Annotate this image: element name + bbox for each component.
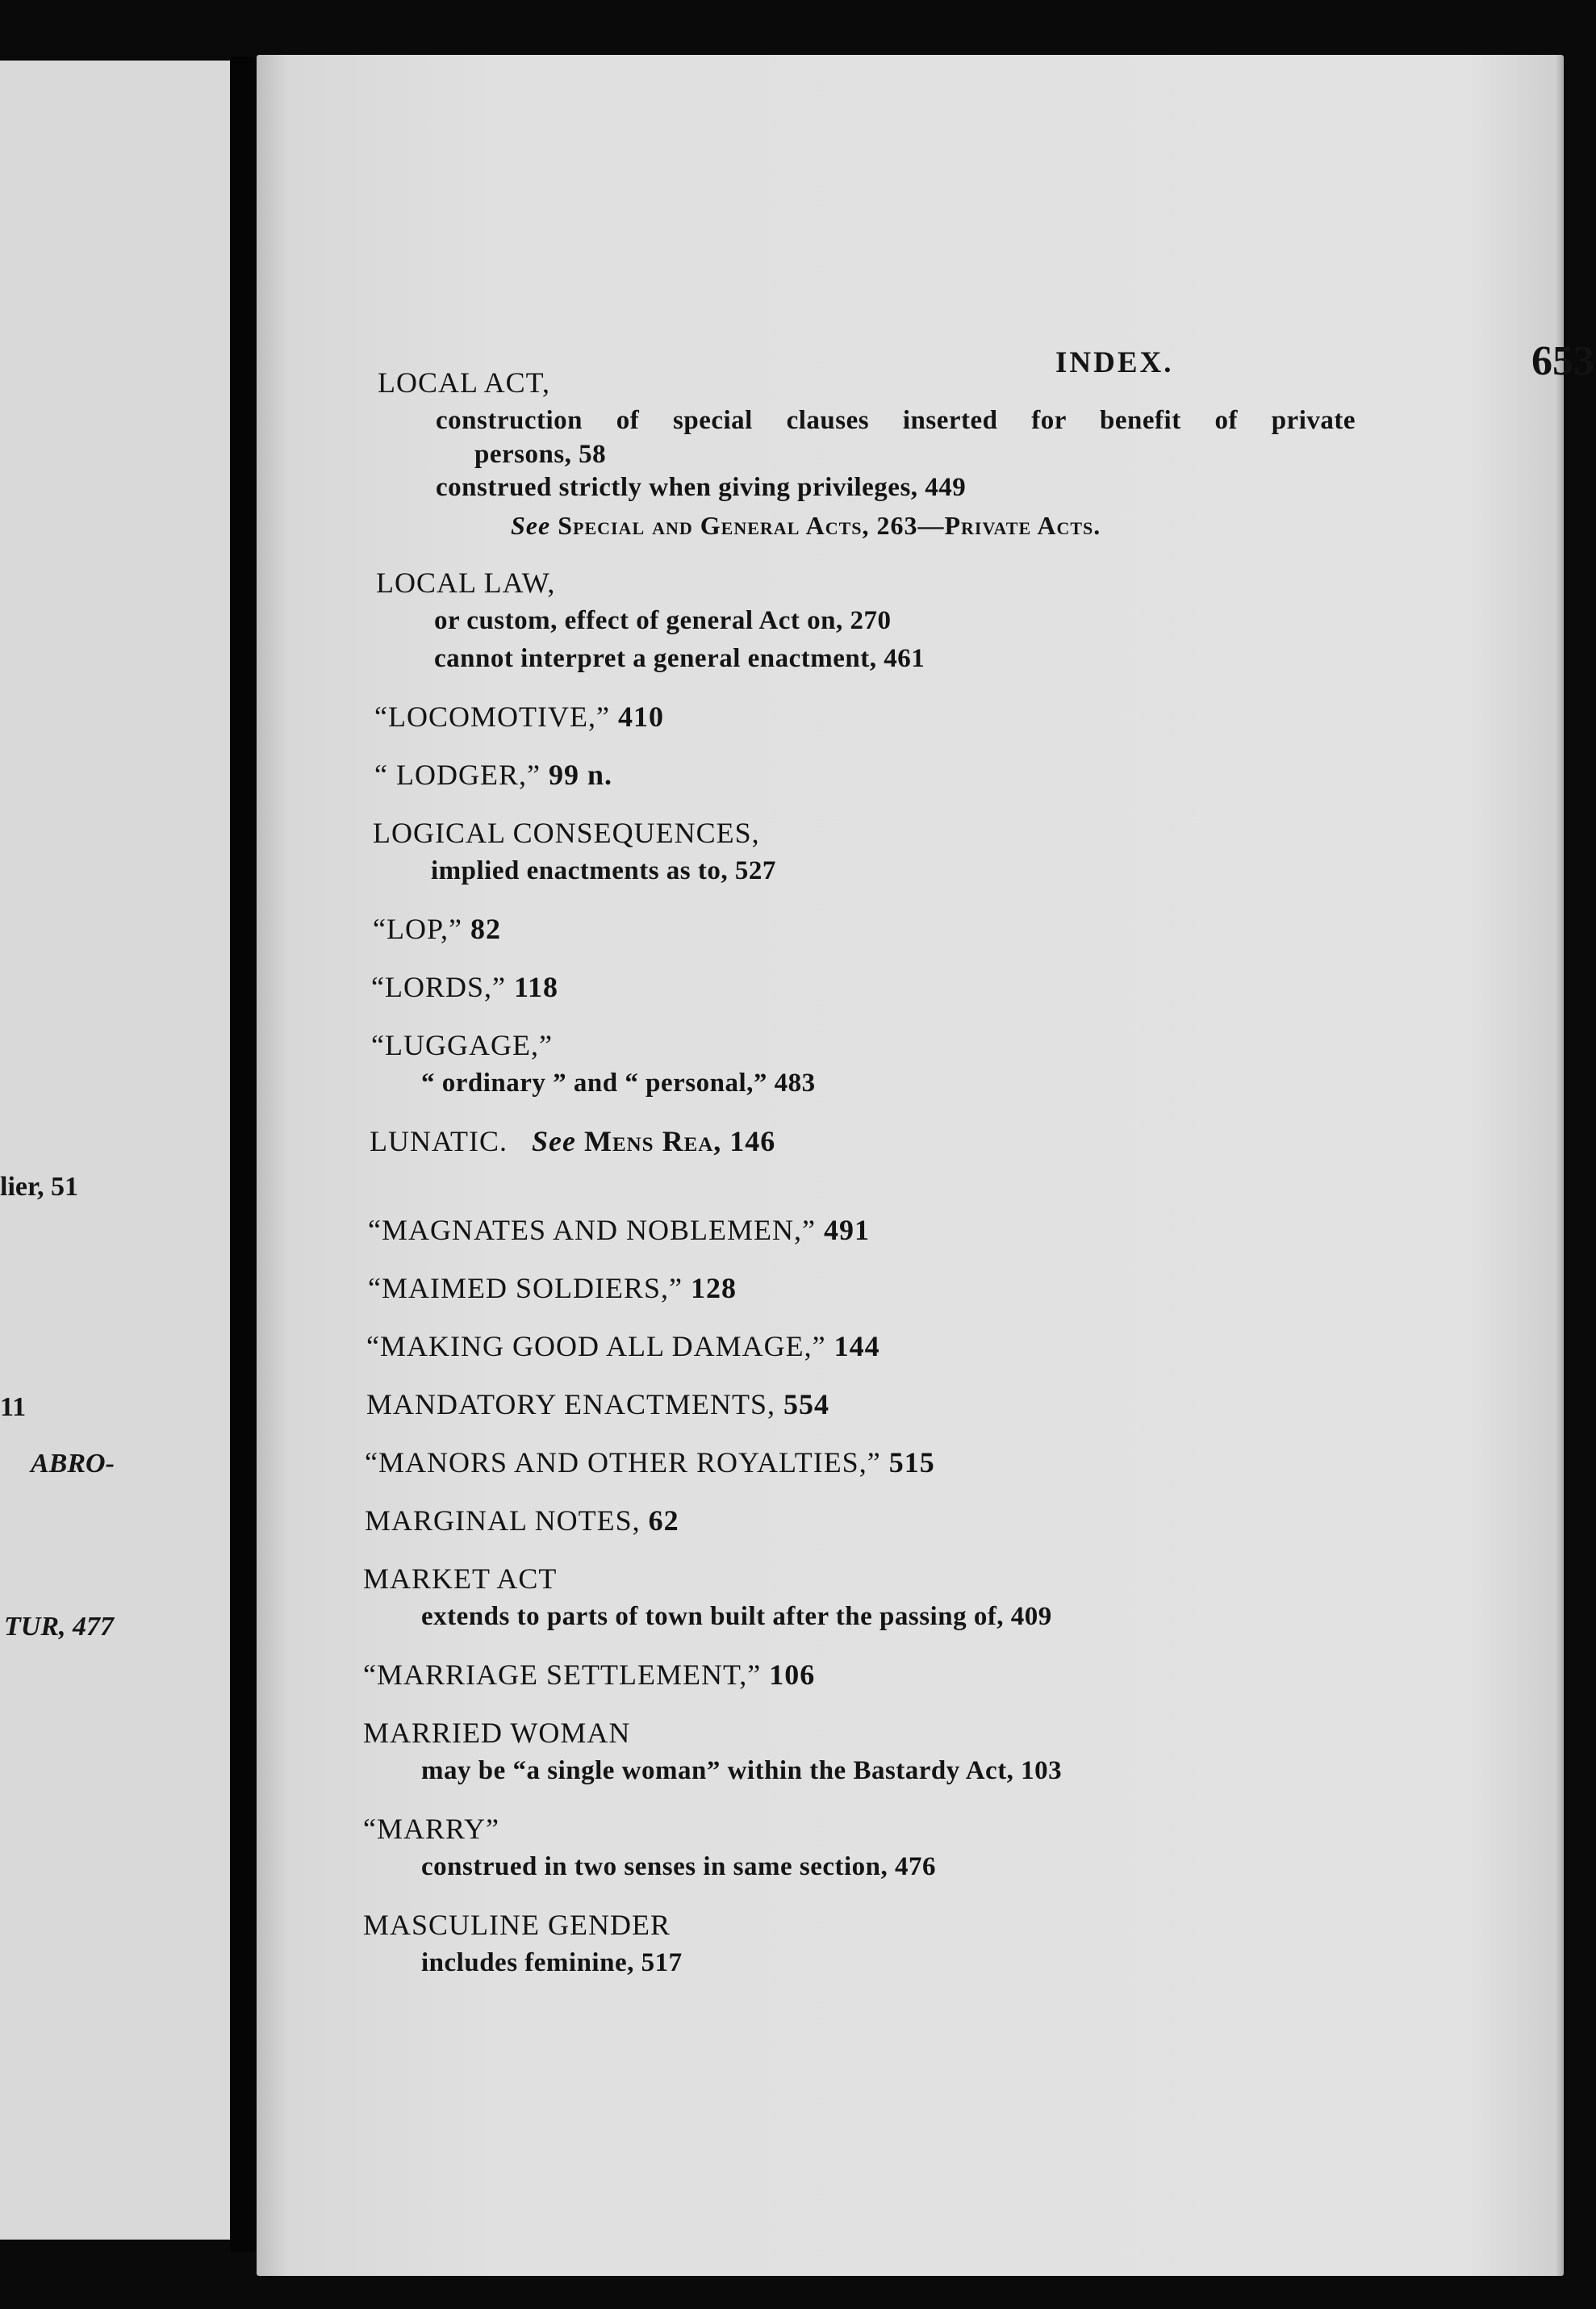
left-page-fragment: ABRO- bbox=[31, 1449, 115, 1479]
entry-subentry-continuation: persons, 58 bbox=[474, 440, 607, 469]
entry-heading: MASCULINE GENDER bbox=[363, 1909, 671, 1941]
entry-heading: “ LODGER,” 99 n. bbox=[374, 759, 612, 791]
entry-heading: “LORDS,” 118 bbox=[371, 971, 558, 1003]
page-reference: 82 bbox=[470, 913, 501, 945]
left-facing-page bbox=[0, 61, 230, 2240]
index-entry bbox=[368, 1269, 1356, 1307]
entry-heading: “MANORS AND OTHER ROYALTIES,” 515 bbox=[365, 1446, 935, 1479]
entry-heading: “LOCOMOTIVE,” 410 bbox=[374, 701, 664, 733]
entry-heading: LOGICAL CONSEQUENCES, bbox=[373, 817, 760, 849]
see-label: See bbox=[531, 1125, 576, 1157]
entry-heading: MARRIED WOMAN bbox=[363, 1717, 631, 1749]
see-label: See bbox=[511, 511, 551, 540]
index-entry bbox=[365, 1443, 1356, 1482]
index-entry bbox=[363, 1655, 1356, 1694]
cross-reference bbox=[378, 507, 1356, 544]
entry-heading: “MAIMED SOLDIERS,” 128 bbox=[368, 1272, 737, 1304]
entry-subentry: construction of special clauses inserted for benefit of private bbox=[436, 406, 1356, 435]
index-entry bbox=[366, 1327, 1356, 1366]
page-reference: 554 bbox=[783, 1388, 830, 1420]
left-page-fragment: lier, 51 bbox=[0, 1172, 78, 1202]
index-entry bbox=[374, 697, 1356, 736]
page-reference: 118 bbox=[513, 971, 558, 1003]
entry-subentry: extends to parts of town built after the passing of, 409 bbox=[421, 1602, 1052, 1631]
left-page-fragment: TUR, 477 bbox=[4, 1612, 114, 1642]
running-header-title: INDEX. bbox=[1055, 346, 1174, 379]
see-target: Mens Rea, 146 bbox=[583, 1125, 776, 1157]
page-reference: 99 n. bbox=[548, 759, 612, 791]
entry-heading: LUNATIC. See Mens Rea, 146 bbox=[370, 1125, 776, 1157]
entry-heading: “LUGGAGE,” bbox=[371, 1029, 553, 1061]
left-page-fragment: 11 bbox=[0, 1392, 27, 1422]
index-entry bbox=[363, 1713, 1356, 1790]
page-reference: 410 bbox=[617, 701, 664, 733]
see-target: Special and General Acts, 263—Private Acts. bbox=[558, 511, 1101, 540]
index-entry bbox=[376, 563, 1356, 678]
page-reference: 128 bbox=[690, 1272, 737, 1304]
index-entry bbox=[365, 1501, 1356, 1540]
entry-heading: MARGINAL NOTES, 62 bbox=[365, 1504, 679, 1537]
index-entry bbox=[373, 910, 1356, 948]
entry-subentry: construed strictly when giving privileges, 449 bbox=[436, 473, 967, 502]
index-entry bbox=[370, 1122, 1356, 1161]
index-entry bbox=[374, 755, 1356, 794]
entry-subentry: may be “a single woman” within the Bastardy Act, 103 bbox=[421, 1756, 1063, 1785]
entry-subentry: or custom, effect of general Act on, 270 bbox=[434, 606, 892, 635]
entry-subentry: “ ordinary ” and “ personal,” 483 bbox=[421, 1069, 816, 1098]
page-reference: 491 bbox=[823, 1214, 870, 1246]
entry-heading: “MARRIAGE SETTLEMENT,” 106 bbox=[363, 1659, 816, 1691]
index-entry bbox=[363, 1809, 1356, 1886]
entry-subentry: construed in two senses in same section, 476 bbox=[421, 1852, 936, 1881]
entry-heading: “MAGNATES AND NOBLEMEN,” 491 bbox=[368, 1214, 870, 1246]
index-entry bbox=[366, 1385, 1356, 1424]
entry-heading: LOCAL ACT, bbox=[378, 366, 550, 399]
entry-subentry: includes feminine, 517 bbox=[421, 1948, 683, 1977]
entry-subentry: implied enactments as to, 527 bbox=[431, 856, 776, 885]
page-reference: 106 bbox=[769, 1659, 816, 1691]
index-entry bbox=[371, 1026, 1356, 1102]
entry-heading: “MARRY” bbox=[363, 1813, 499, 1845]
index-entry bbox=[371, 968, 1356, 1006]
entry-subentry: cannot interpret a general enactment, 461 bbox=[434, 644, 925, 673]
entry-heading: “LOP,” 82 bbox=[373, 913, 501, 945]
index-entries bbox=[363, 363, 1356, 1982]
entry-heading: “MAKING GOOD ALL DAMAGE,” 144 bbox=[366, 1330, 880, 1362]
entry-heading: MARKET ACT bbox=[363, 1562, 558, 1595]
index-entry bbox=[373, 814, 1356, 890]
index-entry bbox=[363, 1905, 1356, 1982]
page-number: 653 bbox=[1531, 338, 1594, 384]
page-reference: 144 bbox=[834, 1330, 880, 1362]
page-reference: 515 bbox=[888, 1446, 935, 1479]
index-entry bbox=[363, 1559, 1356, 1636]
entry-heading: MANDATORY ENACTMENTS, 554 bbox=[366, 1388, 830, 1420]
index-entry bbox=[378, 363, 1356, 544]
entry-heading: LOCAL LAW, bbox=[376, 567, 556, 599]
page-reference: 62 bbox=[648, 1504, 679, 1537]
index-entry bbox=[368, 1211, 1356, 1249]
